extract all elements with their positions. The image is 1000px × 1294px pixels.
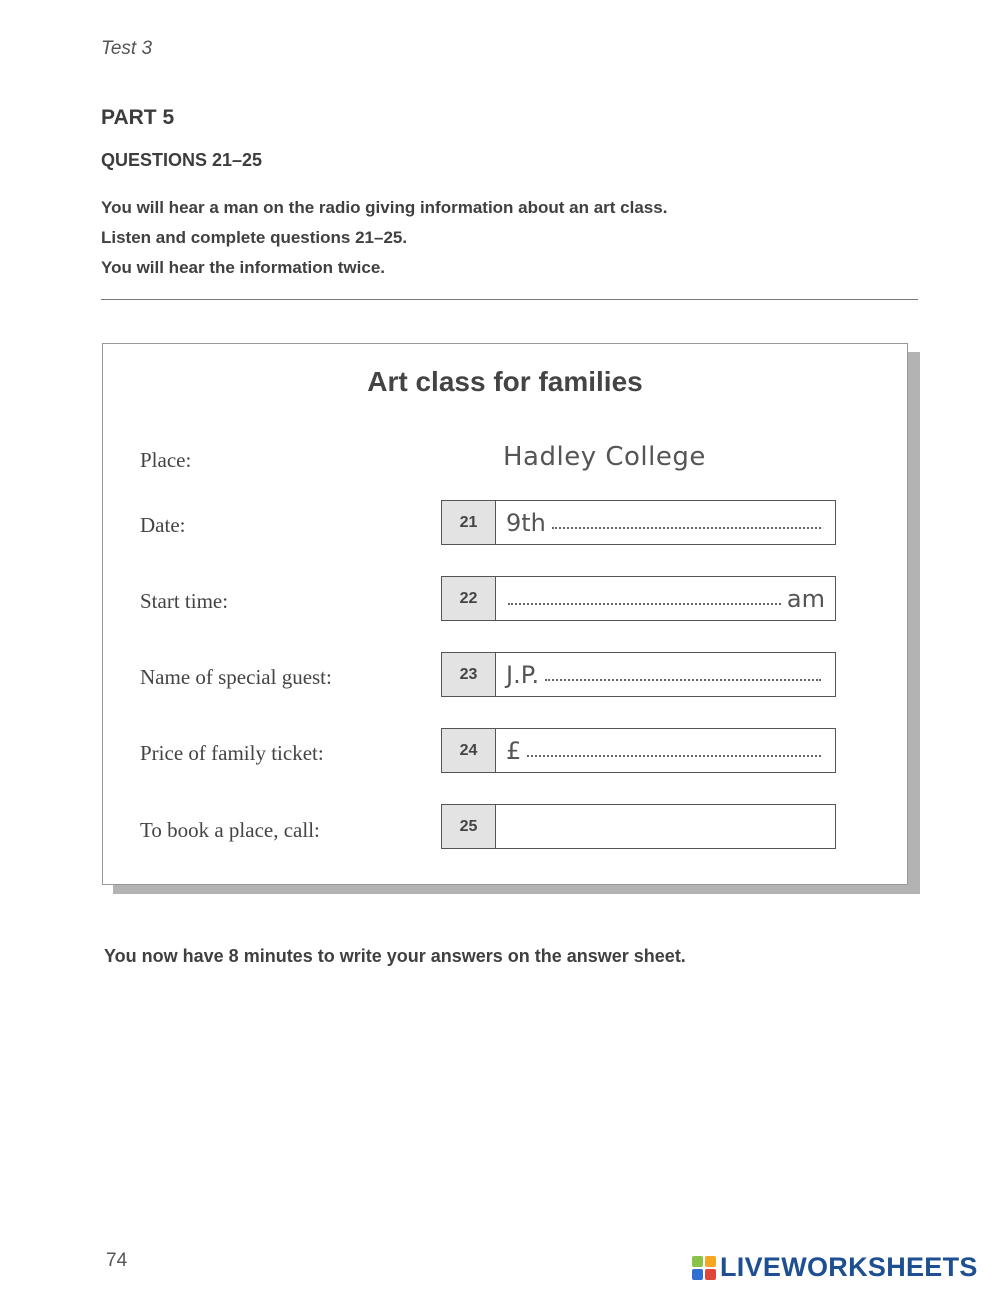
booking-label: To book a place, call: [140, 818, 320, 842]
answer-box-21[interactable] [441, 500, 836, 545]
place-value: Hadley College [503, 442, 706, 472]
answer-box-22[interactable] [441, 576, 836, 621]
date-label: Date: [140, 513, 186, 537]
dotted-line [545, 679, 821, 681]
place-label: Place: [140, 448, 192, 472]
answer-prefix: J.P. [506, 660, 540, 689]
dotted-line [552, 527, 821, 529]
answer-field-25[interactable] [496, 805, 835, 848]
question-number: 23 [442, 653, 496, 696]
answer-field-22[interactable] [496, 577, 835, 620]
brand-logo [692, 1252, 978, 1283]
dotted-line [527, 755, 821, 757]
special-guest-label: Name of special guest: [140, 665, 332, 689]
question-number: 21 [442, 501, 496, 544]
question-number: 24 [442, 729, 496, 772]
answer-prefix: 9th [506, 508, 546, 537]
answer-field-21[interactable] [496, 501, 835, 544]
answer-suffix: am [786, 584, 825, 613]
start-time-label: Start time: [140, 589, 229, 613]
question-number: 25 [442, 805, 496, 848]
answer-field-23[interactable] [496, 653, 835, 696]
brand-name: LIVEWORKSHEETS [720, 1252, 978, 1282]
test-label: Test 3 [101, 38, 153, 59]
footer-note: You now have 8 minutes to write your answers on the answer sheet. [104, 946, 686, 966]
answer-field-24[interactable] [496, 729, 835, 772]
answer-prefix: £ [506, 736, 522, 765]
art-class-form [102, 343, 908, 885]
part-title: PART 5 [101, 106, 175, 129]
instruction-line: Listen and complete questions 21–25. [101, 228, 408, 247]
form-title: Art class for families [367, 366, 643, 397]
instruction-line: You will hear the information twice. [101, 258, 385, 277]
answer-box-25[interactable] [441, 804, 836, 849]
brand-grid-icon [692, 1256, 716, 1280]
ticket-price-label: Price of family ticket: [140, 741, 324, 765]
page-number: 74 [106, 1250, 128, 1271]
questions-title: QUESTIONS 21–25 [101, 150, 263, 170]
instruction-line: You will hear a man on the radio giving information about an art class. [101, 198, 668, 217]
dotted-line [508, 603, 781, 605]
divider [101, 299, 918, 300]
answer-box-24[interactable] [441, 728, 836, 773]
answer-box-23[interactable] [441, 652, 836, 697]
question-number: 22 [442, 577, 496, 620]
